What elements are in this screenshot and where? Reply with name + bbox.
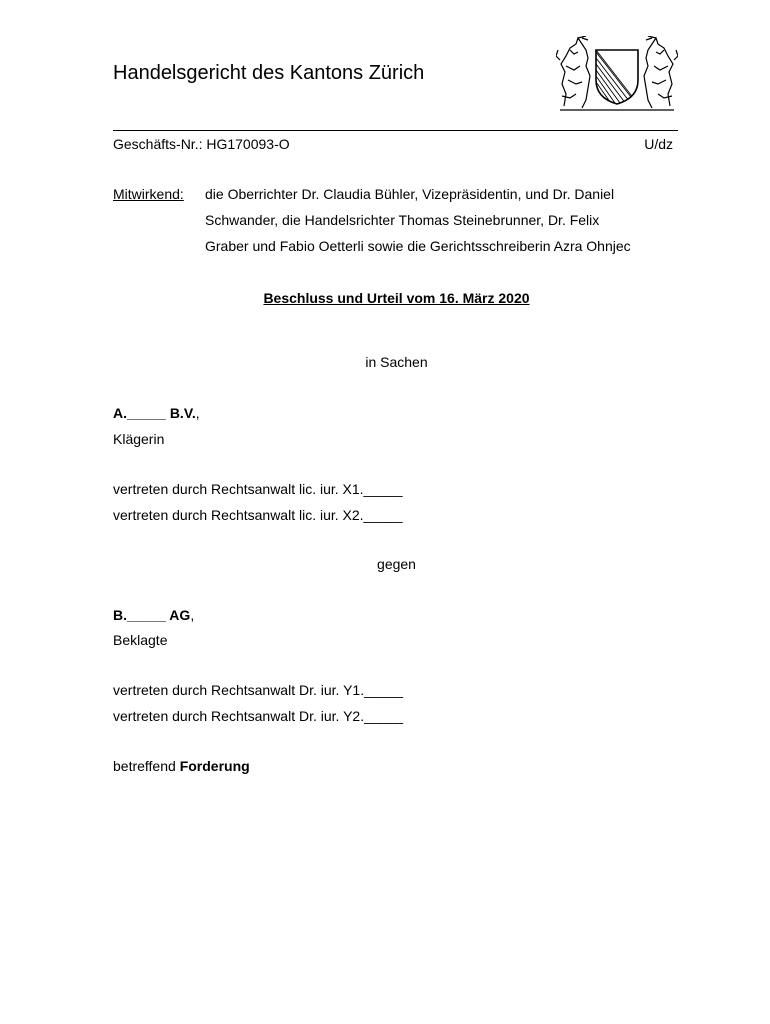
panel-line: Graber und Fabio Oetterli sowie die Gerichtsschreiberin Azra Ohnjec xyxy=(205,238,631,254)
panel-line: die Oberrichter Dr. Claudia Bühler, Vizepräsidentin, und Dr. Daniel xyxy=(205,186,615,202)
defendant-counsel: vertreten durch Rechtsanwalt Dr. iur. Y1._____ xyxy=(113,682,404,698)
reference-code: U/dz xyxy=(644,136,673,152)
document-title: Beschluss und Urteil vom 16. März 2020 xyxy=(263,290,530,306)
panel-label: Mitwirkend: xyxy=(113,186,184,202)
subject-prefix: betreffend xyxy=(113,758,180,774)
plaintiff-name-suffix: , xyxy=(195,405,200,421)
subject-line xyxy=(113,758,250,774)
defendant-counsel: vertreten durch Rechtsanwalt Dr. iur. Y2._____ xyxy=(113,708,404,724)
defendant-name-suffix: , xyxy=(190,607,195,623)
defendant-role: Beklagte xyxy=(113,632,168,648)
defendant-name xyxy=(113,607,194,623)
zurich-coat-of-arms-logo xyxy=(556,36,678,112)
plaintiff-name xyxy=(113,405,200,421)
subject-value: Forderung xyxy=(179,758,250,774)
case-number: Geschäfts-Nr.: HG170093-O xyxy=(113,136,290,152)
plaintiff-name-text: A._____ B.V. xyxy=(113,405,196,421)
defendant-name-text: B._____ AG xyxy=(113,607,191,623)
panel-line: Schwander, die Handelsrichter Thomas Steinebrunner, Dr. Felix xyxy=(205,212,600,228)
plaintiff-counsel: vertreten durch Rechtsanwalt lic. iur. X2._____ xyxy=(113,507,403,523)
plaintiff-counsel: vertreten durch Rechtsanwalt lic. iur. X1._____ xyxy=(113,481,403,497)
in-matter-text: in Sachen xyxy=(365,354,428,370)
header-divider xyxy=(113,130,678,131)
versus-text: gegen xyxy=(377,556,416,572)
plaintiff-role: Klägerin xyxy=(113,431,165,447)
court-title: Handelsgericht des Kantons Zürich xyxy=(113,62,425,84)
